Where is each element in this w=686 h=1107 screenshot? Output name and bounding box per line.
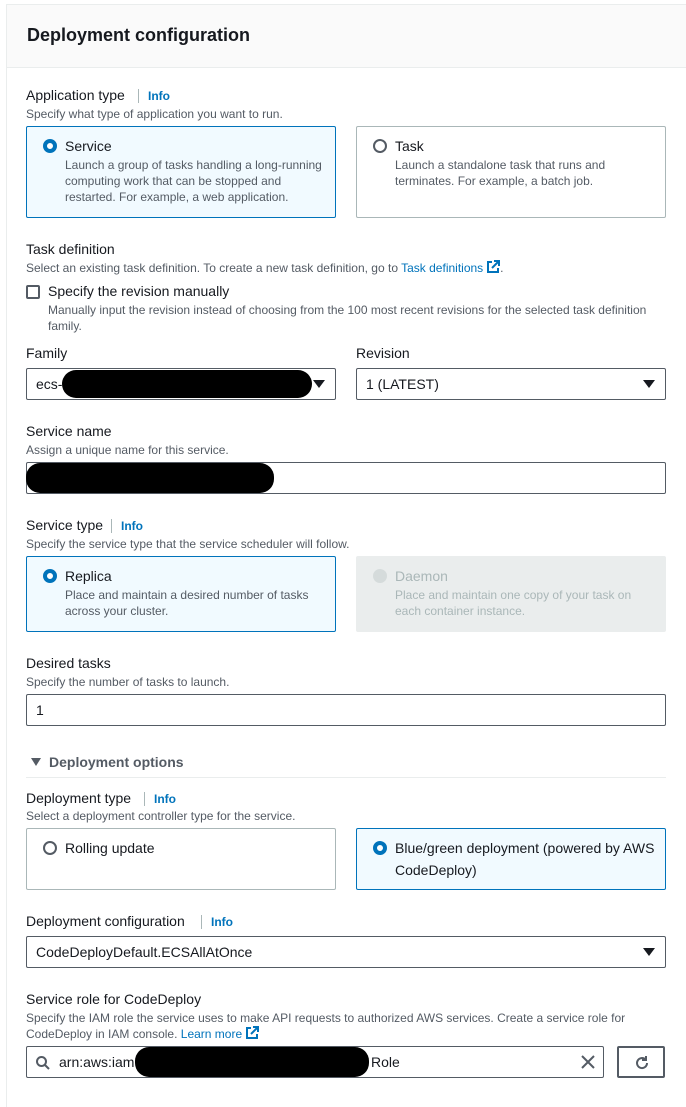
blue-green-title: Blue/green deployment (powered by AWS CodeDeploy) (395, 840, 655, 878)
task-definitions-link[interactable]: Task definitions (401, 261, 484, 275)
service-name-label: Service name (26, 423, 112, 439)
application-type-task-tile[interactable] (356, 126, 666, 218)
application-type-info-link[interactable]: Info (138, 89, 170, 103)
family-value: ecs- (36, 376, 63, 392)
specify-revision-label[interactable]: Specify the revision manually (48, 283, 230, 299)
panel-header (7, 5, 686, 68)
service-type-info-link[interactable]: Info (111, 519, 143, 533)
refresh-button[interactable] (617, 1046, 665, 1078)
service-role-description (26, 1010, 646, 1042)
service-type-label: Service type (26, 517, 104, 533)
chevron-down-icon (643, 948, 655, 956)
service-radio[interactable] (43, 139, 57, 153)
task-definition-description-text: Select an existing task definition. To create a new task definition, go to (26, 261, 402, 275)
service-name-input[interactable] (26, 462, 666, 494)
task-description: Launch a standalone task that runs and terminates. For example, a batch job. (395, 158, 606, 188)
revision-select[interactable] (356, 368, 666, 400)
learn-more-link[interactable]: Learn more (180, 1027, 243, 1041)
service-type-replica-tile[interactable] (26, 556, 336, 632)
family-select[interactable] (26, 368, 336, 400)
daemon-description: Place and maintain one copy of your task on each container instance. (395, 588, 632, 618)
task-title: Task (395, 138, 424, 154)
external-link-icon (245, 1026, 259, 1040)
rolling-update-radio[interactable] (43, 841, 57, 855)
desired-tasks-input[interactable] (26, 694, 666, 726)
task-definition-label: Task definition (26, 241, 115, 257)
replica-radio[interactable] (43, 569, 57, 583)
task-radio[interactable] (373, 139, 387, 153)
service-type-daemon-tile (356, 556, 666, 632)
clear-icon[interactable] (581, 1055, 595, 1069)
search-icon (35, 1055, 51, 1071)
caret-down-icon[interactable] (31, 758, 41, 766)
rolling-update-tile[interactable] (26, 828, 336, 890)
service-role-description-text: Specify the IAM role the service uses to make API requests to authorized AWS services. Create a service role for CodeDeploy in IAM console. (26, 1011, 626, 1041)
application-type-description: Specify what type of application you want to run. (26, 107, 283, 121)
blue-green-deployment-tile[interactable] (356, 828, 666, 890)
desired-tasks-value: 1 (36, 702, 44, 718)
redacted-service-name (26, 463, 274, 493)
deployment-type-info-link[interactable]: Info (144, 792, 176, 806)
replica-description: Place and maintain a desired number of tasks across your cluster. (65, 588, 309, 618)
deployment-type-description: Select a deployment controller type for the service. (26, 809, 296, 823)
family-label: Family (26, 345, 68, 361)
specify-revision-checkbox[interactable] (26, 285, 40, 299)
deployment-configuration-label: Deployment configuration (26, 913, 185, 929)
application-type-label: Application type (26, 87, 125, 103)
service-role-value-prefix: arn:aws:iam (59, 1054, 135, 1070)
task-definition-description (26, 260, 504, 276)
deployment-configuration-value: CodeDeployDefault.ECSAllAtOnce (36, 944, 253, 960)
refresh-icon (634, 1055, 650, 1071)
task-definition-description-suffix: . (500, 261, 504, 275)
deployment-type-label: Deployment type (26, 790, 132, 806)
revision-label: Revision (356, 345, 410, 361)
deployment-configuration-info-link[interactable]: Info (201, 915, 233, 929)
redacted-role-name (135, 1047, 369, 1077)
deployment-options-divider (26, 777, 666, 778)
desired-tasks-description: Specify the number of tasks to launch. (26, 675, 230, 689)
application-type-service-tile[interactable] (26, 126, 336, 218)
chevron-down-icon (643, 380, 655, 388)
daemon-title: Daemon (395, 568, 448, 584)
service-role-label: Service role for CodeDeploy (26, 991, 202, 1007)
service-name-description: Assign a unique name for this service. (26, 443, 229, 457)
rolling-update-title: Rolling update (65, 840, 155, 856)
revision-value: 1 (LATEST) (366, 376, 439, 392)
service-description: Launch a group of tasks handling a long-running computing work that can be stopped and restarted. For example, a web application. (65, 158, 322, 204)
deployment-options-toggle[interactable]: Deployment options (49, 754, 184, 770)
specify-revision-description: Manually input the revision instead of choosing from the 100 most recent revisions for the selected task definition family. (48, 303, 647, 333)
service-title: Service (65, 138, 112, 154)
service-role-value-suffix: Role (371, 1054, 400, 1070)
daemon-radio (373, 569, 387, 583)
blue-green-radio[interactable] (373, 841, 387, 855)
desired-tasks-label: Desired tasks (26, 655, 111, 671)
replica-title: Replica (65, 568, 112, 584)
external-link-icon (486, 260, 500, 274)
section-title: Deployment configuration (27, 25, 251, 45)
deployment-configuration-select[interactable] (26, 936, 666, 968)
service-type-description: Specify the service type that the service scheduler will follow. (26, 537, 350, 551)
redacted-family-name (62, 370, 312, 398)
chevron-down-icon (313, 380, 325, 388)
service-role-input[interactable] (26, 1046, 604, 1078)
